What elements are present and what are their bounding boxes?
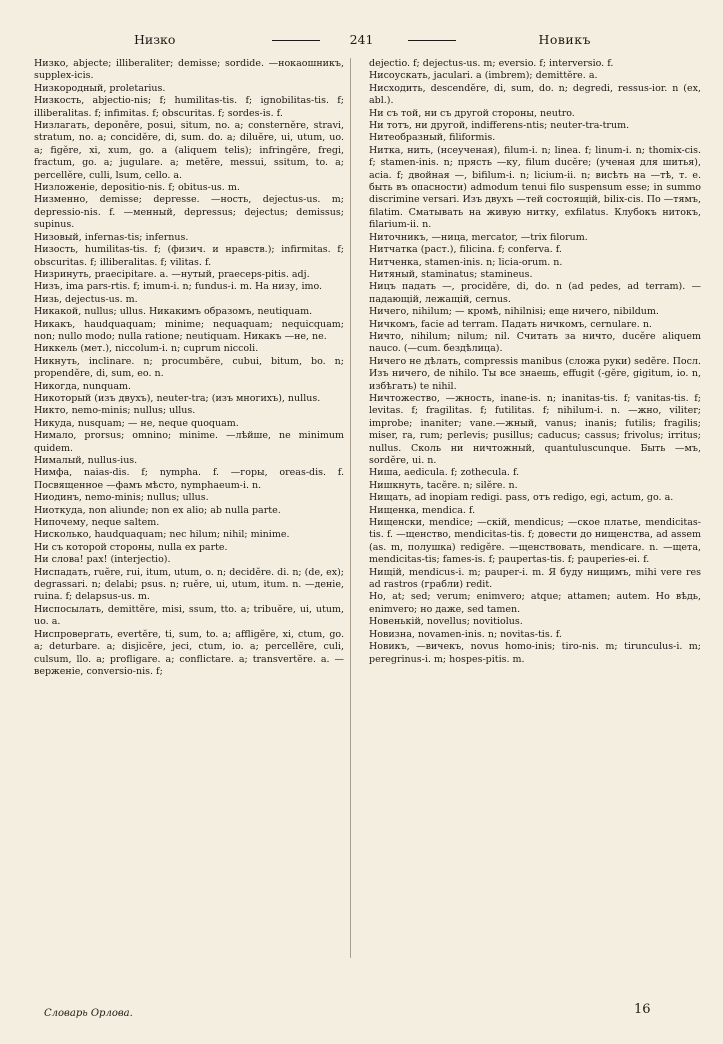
dictionary-entry: Никкель (мет.), niccolum-i. n; cuprum niccoli. (34, 343, 259, 355)
dictionary-entry: Новенькій, novellus; novitiolus. (369, 616, 523, 628)
dictionary-entry: Нищенка, mendica. f. (369, 504, 476, 516)
dictionary-entry: Ни тотъ, ни другой, indifferens-ntis; neuter-tra-trum. (369, 120, 630, 132)
header-rule-right (408, 40, 456, 41)
dictionary-entry: Нитченка, stamen-inis. n; licia-orum. n. (369, 256, 563, 268)
dictionary-entry: Ниша, aedicula. f; zothecula. f. (369, 467, 520, 479)
dictionary-entry: Ничкомъ, facie ad terram. Падать ничкомъ, cernulare. n. (369, 318, 652, 330)
dictionary-entry: Новизна, novamen-inis. n; novitas-tis. f. (369, 628, 562, 640)
dictionary-entry: Нисходить, descendĕre, di, sum, do. n; degredi, ressus-ior. n (ex, abl.). (369, 82, 701, 107)
dictionary-entry: Никнуть, inclinare. n; procumbĕre, cubui, bitum, bo. n; propendĕre, di, sum, eo. n. (34, 355, 344, 380)
dictionary-entry: Низкородный, proletarius. (34, 82, 166, 94)
dictionary-entry: Низринуть, praecipitare. a. —нутый, praeceps-pitis. adj. (34, 268, 310, 280)
dictionary-entry: Низость, humilitas-tis. f; (физич. и нравств.); infirmitas. f; obscuritas. f; illiberalitas. f; vilitas. f. (34, 244, 344, 268)
dictionary-entry: Ниодинъ, nemo-minis; nullus; ullus. (34, 492, 209, 504)
dictionary-entry: Низложеніе, depositio-nis. f; obitus-us. m. (34, 182, 240, 194)
dictionary-entry: Нисоускать, jaculari. a (imbrem); demittĕre. a. (369, 70, 598, 82)
dictionary-entry: Нитка, нить, (нсеученая), filum-i. n; linea. f; linum-i. n; thomix-cis. f; stamen-inis. n; прясть —ку, filum ducĕre; (ученая для шитья), acia. f; двойная —, bifilum-i. n; licium-ii. n; висѣть на —тѣ, т. е. быть въ опасности) admodum tenui filo suspensum esse; in summo discrimine versari. Изъ двухъ —тей состоящій, bilix-cis. По —тямъ, filatim. Сматывать на живую нитку, exfilatus. Клубокъ нитокъ, filarium-ii. n. (369, 144, 701, 231)
dictionary-entry: Ницъ падать —, procidĕre, di, do. n (ad pedes, ad terram). —падающій, лежащій, cernus. (369, 281, 701, 305)
dictionary-entry: Низовый, infernas-tis; infernus. (34, 231, 189, 243)
signature-mark: 16 (634, 1002, 651, 1017)
dictionary-entry: Нищать, ad inopiam redigi. pass, отъ redigo, egi, actum, go. a. (369, 492, 674, 504)
dictionary-entry: Никоторый (изъ двухъ), neuter-tra; (изъ многихъ), nullus. (34, 392, 321, 404)
dictionary-entry: Низменно, demisse; depresse. —ность, dejectus-us. m; depressio-nis. f. —менный, depressus; dejectus; demissus; supinus. (34, 194, 344, 231)
dictionary-entry: Никакъ, haudquaquam; minime; nequaquam; nequicquam; non; nullo modo; nulla ratione; neutiquam. Никакъ —не, ne. (34, 318, 344, 342)
dictionary-entry: Ни съ той, ни съ другой стороны, neutro. (369, 107, 575, 119)
dictionary-entry: Ниспосылать, demittĕre, misi, ssum, tto. a; tribuĕre, ui, utum, uo. a. (34, 603, 344, 628)
dictionary-entry: Ниоткуда, non aliunde; non ex alio; ab nulla parte. (34, 504, 281, 516)
dictionary-entry: Низлагать, deponĕre, posui, situm, no. a; consternĕre, stravi, stratum, no. a; concidĕre, di, sum. do. a; diluĕre, ui, utum, uo. a; figĕre, xi, xum, go. a (aliquem telis); infringĕre, fregi, fractum, go. a; jugulare. a; metĕre, messui, ssitum, to. a; percellĕre, culli, lsum, cello. a. (34, 120, 344, 181)
dictionary-entry: Но, at; sed; verum; enimvero; atque; attamen; autem. Но вѣдь, enimvero; но даже, sed tamen. (369, 591, 701, 615)
dictionary-entry: Никто, nemo-minis; nullus; ullus. (34, 405, 196, 417)
dictionary-entry: Нитеобразный, filiformis. (369, 132, 496, 144)
dictionary-entry: Нитяный, staminatus; stamineus. (369, 268, 533, 280)
dictionary-entry: Ничего, nihilum; — кромѣ, nihilnisi; еще ничего, nibildum. (369, 306, 659, 318)
footer-signature: Словарь Орлова. (44, 1008, 133, 1019)
dictionary-entry: dejectio. f; dejectus-us. m; eversio. f; interversio. f. (369, 58, 614, 69)
dictionary-entry: Ничто, nihilum; nilum; nil. Считать за ничто, ducĕre aliquem nauco. (—cum. бездѣлица). (369, 330, 701, 355)
dictionary-entry: Нимало, prorsus; omnino; minime. —лѣйше, ne minimum quidem. (34, 430, 344, 454)
right-column (359, 58, 701, 666)
dictionary-entry: Низь, dejectus-us. m. (34, 293, 138, 305)
page-header (24, 30, 699, 50)
dictionary-entry: Ниспровергать, evertĕre, ti, sum, to. a; affligĕre, xi, ctum, go. a; deturbare. a; disjicĕre, jeci, ctum, io. a; percellĕre, culi, culsum, llo. a; profligare. a; conflictare. a; transvertĕre. a. —верженіе, conversio-nis. f; (34, 628, 344, 677)
dictionary-entry: Новикъ, —вичекъ, novus homo-inis; tiro-nis. m; tirunculus-i. m; peregrinus-i. m; hospes-pitis. m. (369, 641, 701, 665)
dictionary-entry: Нималый, nullus-ius. (34, 455, 138, 466)
column-divider (350, 58, 351, 958)
left-column (24, 58, 344, 678)
dictionary-entry: Никуда, nusquam; — не, neque quoquam. (34, 417, 239, 429)
dictionary-entry: Никакой, nullus; ullus. Никакимъ образомъ, neutiquam. (34, 306, 313, 318)
page-number: 241 (349, 32, 374, 47)
dictionary-entry: Низъ, ima pars-rtis. f; imum-i. n; fundus-i. m. На низу, imo. (34, 281, 323, 293)
dictionary-entry: Ниточникъ, —ница, mercator, —trix filorum. (369, 231, 588, 243)
dictionary-entry: Ничтожество, —жность, inane-is. n; inanitas-tis. f; vanitas-tis. f; levitas. f; fragilitas. f; futilitas. f; nihilum-i. n. —жно, viliter; improbe; inaniter; vane.—жный, vanus; inanis; futilis; fragilis; miser, ra, rum; perlevis; pusillus; caducus; cassus; frivolus; irritus; nullus. Сколь ни ничтожный, quantuluscunque. Быть —мъ, sordĕre, ui. n. (369, 392, 701, 466)
dictionary-entry: Низко, abjecte; illiberaliter; demisse; sordide. —нокаошникъ, supplex-icis. (34, 58, 344, 82)
dictionary-entry: Нищенски, mendice; —скій, mendicus; —ское платье, mendicitas-tis. f. —щенство, mendicitas-tis. f; довести до нищенства, ad assem (as. m, полушка) redigĕre. —щенствовать, mendicare. n. —щета, mendicitas-tis; fames-is. f; paupertas-tis. f; pauperies-ei. f. (369, 517, 701, 566)
dictionary-entry: Ничего не дѣлать, compressis manibus (сложа руки) sedĕre. Посл. Изъ ничего, de nihilo. Ты все знаешь, effugit (-gĕre, gigitum, io. n, избѣгать) te nihil. (369, 355, 701, 392)
dictionary-entry: Нищій, mendicus-i. m; pauper-i. m. Я буду нищимъ, mihi vere res ad rastros (грабли) redit. (369, 566, 701, 591)
header-left-word: Низко (134, 32, 176, 47)
dictionary-entry: Нитчатка (раст.), filicina. f; conferva. f. (369, 244, 562, 256)
dictionary-entry: Низкость, abjectio-nis; f; humilitas-tis. f; ignobilitas-tis. f; illiberalitas. f; infimitas. f; obscuritas. f; sordes-is. f. (34, 95, 344, 119)
dictionary-entry: Ни съ которой стороны, nulla ex parte. (34, 541, 228, 553)
dictionary-entry: Ниспадать, ruĕre, rui, itum, utum, o. n; decidĕre. di. n; (de, ex); degrassari. n; delabi; psus. n; ruĕre, ui, utum, itum. n. —деніе, ruina. f; delapsus-us. m. (34, 566, 344, 603)
dictionary-entry: Нисколько, haudquaquam; nec hilum; nihil; minime. (34, 529, 290, 541)
dictionary-entry: Нипочему, neque saltem. (34, 517, 160, 529)
header-right-word: Новикъ (538, 32, 591, 47)
dictionary-entry: Никогда, nunquam. (34, 380, 132, 392)
dictionary-entry: Нишкнуть, tacĕre. n; silĕre. n. (369, 479, 518, 491)
dictionary-entry: Ни слова! pax! (interjectio). (34, 554, 171, 566)
dictionary-entry: Нимфа, naias-dis. f; nympha. f. —горы, oreas-dis. f. Посвященное —фамъ мѣсто, nymphaeum-i. n. (34, 467, 344, 491)
